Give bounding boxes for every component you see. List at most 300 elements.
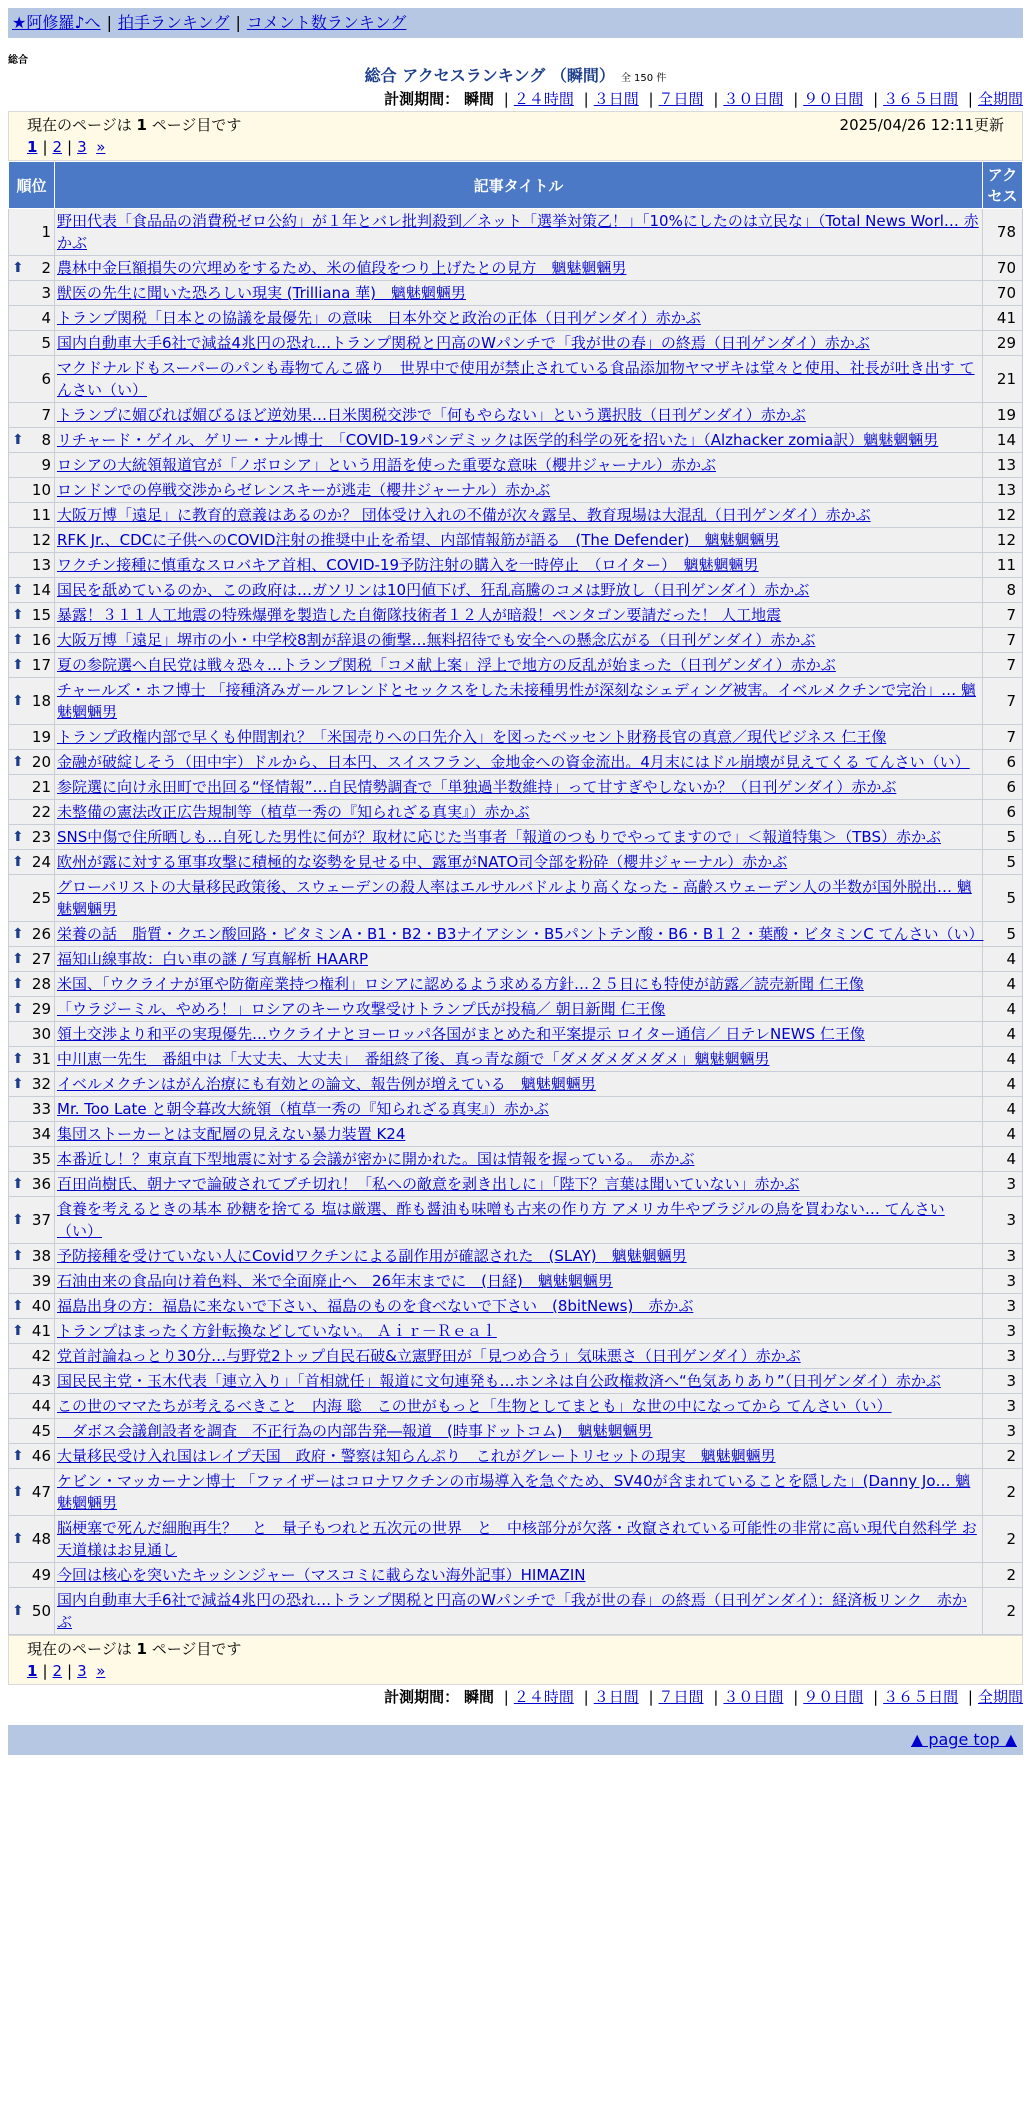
title-cell xyxy=(55,750,983,775)
rank-number: 16 xyxy=(31,631,51,649)
access-count: 7 xyxy=(983,628,1023,653)
table-row xyxy=(9,1469,1023,1516)
pager-page-3[interactable]: 3 xyxy=(77,138,87,156)
page-top-link[interactable]: ▲ page top ▲ xyxy=(910,1730,1017,1749)
page-title xyxy=(8,65,1023,87)
title-cell xyxy=(55,725,983,750)
title-cell xyxy=(55,850,983,875)
period-3d-link[interactable]: ３日間 xyxy=(593,1688,639,1706)
access-count: 7 xyxy=(983,653,1023,678)
article-link[interactable]: トランプ政権内部で早くも仲間割れ？「米国売りへの口先介入」を図ったベッセント財務長官の真意／現代ビジネス 仁王像 xyxy=(57,728,887,746)
rank-cell xyxy=(9,453,55,478)
period-current: 瞬間 xyxy=(463,90,494,108)
access-count: 6 xyxy=(983,750,1023,775)
ranking-table xyxy=(8,161,1023,1635)
rank-number: 43 xyxy=(31,1372,51,1390)
access-count: 2 xyxy=(983,1563,1023,1588)
article-link[interactable]: 予防接種を受けていない人にCovidワクチンによる副作用が確認された (SLAY) 魑魅魍魎男 xyxy=(57,1247,687,1265)
article-link[interactable]: 国民民主党・玉木代表「連立入り」「首相就任」報道に文句連発も…ホンネは自公政権救済へ“色気ありあり”（日刊ゲンダイ）赤かぶ xyxy=(57,1372,941,1390)
table-row xyxy=(9,653,1023,678)
up-arrow-icon: ⬆ xyxy=(12,582,24,598)
table-row xyxy=(9,628,1023,653)
period-current: 瞬間 xyxy=(463,1688,494,1706)
article-link[interactable]: 国内自動車大手6社で減益4兆円の恐れ…トランプ関税と円高のWパンチで「我が世の春」の終焉（日刊ゲンダイ）赤かぶ xyxy=(57,334,870,352)
up-arrow-icon: ⬆ xyxy=(12,632,24,648)
title-cell xyxy=(55,1072,983,1097)
rank-number: 14 xyxy=(31,581,51,599)
rank-number: 20 xyxy=(31,753,51,771)
rank-number: 24 xyxy=(31,853,51,871)
rank-cell xyxy=(9,1269,55,1294)
article-link[interactable]: 党首討論ねっとり30分…与野党2トップ自民石破&立憲野田が「見つめ合う」気味悪さ（日刊ゲンダイ）赤かぶ xyxy=(57,1347,801,1365)
article-link[interactable]: トランプに媚びれば媚びるほど逆効果…日米関税交渉で「何もやらない」という選択肢（日刊ゲンダイ）赤かぶ xyxy=(57,406,806,424)
article-link[interactable]: SNS中傷で住所晒しも…自死した男性に何が？取材に応じた当事者「報道のつもりでやってますので」＜報道特集＞（TBS）赤かぶ xyxy=(57,828,941,846)
access-count: 5 xyxy=(983,850,1023,875)
table-row xyxy=(9,1197,1023,1244)
rank-number: 30 xyxy=(31,1025,51,1043)
pager-page-2[interactable]: 2 xyxy=(52,138,63,156)
article-link[interactable]: 国内自動車大手6社で減益4兆円の恐れ…トランプ関税と円高のWパンチで「我が世の春」の終焉（日刊ゲンダイ）：経済板リンク 赤かぶ xyxy=(57,1591,967,1631)
up-arrow-icon: ⬆ xyxy=(12,1603,24,1619)
pager-top: 1 | 2 | 3 » xyxy=(27,138,106,156)
article-link[interactable]: ダボス会議創設者を調査 不正行為の内部告発―報道 (時事ドットコム) 魑魅魍魎男 xyxy=(57,1422,653,1440)
rank-cell xyxy=(9,725,55,750)
article-link[interactable]: ロンドンでの停戦交渉からゼレンスキーが逃走（櫻井ジャーナル）赤かぶ xyxy=(57,481,551,499)
rank-number: 37 xyxy=(31,1211,51,1229)
rank-cell xyxy=(9,1294,55,1319)
rank-number: 35 xyxy=(31,1150,51,1168)
table-row xyxy=(9,1022,1023,1047)
article-link[interactable]: 福知山線事故：白い車の謎 / 写真解析 HAARP xyxy=(57,950,369,968)
rank-number: 50 xyxy=(31,1602,51,1620)
article-link[interactable]: グローバリストの大量移民政策後、スウェーデンの殺人率はエルサルバドルより高くなった - 高齢スウェーデン人の半数が国外脱出… 魑魅魍魎男 xyxy=(57,878,972,918)
title-cell xyxy=(55,1419,983,1444)
table-row xyxy=(9,1344,1023,1369)
title-cell xyxy=(55,678,983,725)
access-count: 70 xyxy=(983,281,1023,306)
access-count: 3 xyxy=(983,1369,1023,1394)
table-row xyxy=(9,678,1023,725)
article-link[interactable]: トランプはまったく方針転換などしていない。 Ａｉｒ－Ｒｅａｌ xyxy=(57,1322,497,1340)
rank-cell xyxy=(9,1244,55,1269)
table-row xyxy=(9,875,1023,922)
access-count: 3 xyxy=(983,1344,1023,1369)
period-all-link[interactable]: 全期間 xyxy=(977,1688,1023,1706)
table-row xyxy=(9,1147,1023,1172)
up-arrow-icon: ⬆ xyxy=(12,1076,24,1092)
access-count: 2 xyxy=(983,1469,1023,1516)
article-link[interactable]: 暴露！３１１人工地震の特殊爆弾を製造した自衛隊技術者１２人が暗殺！ペンタゴン要請だった！ 人工地震 xyxy=(57,606,782,624)
access-count: 5 xyxy=(983,922,1023,947)
ranking-title: 総合 アクセスランキング （瞬間） xyxy=(364,66,615,85)
rank-cell xyxy=(9,800,55,825)
rank-cell xyxy=(9,1072,55,1097)
rank-number: 5 xyxy=(41,334,51,352)
pager-page-1[interactable]: 1 xyxy=(27,138,38,156)
rank-number: 33 xyxy=(31,1100,51,1118)
article-link[interactable]: 大量移民受け入れ国はレイプ天国 政府・警察は知らんぷり これがグレートリセットの現実 魑魅魍魎男 xyxy=(57,1447,776,1465)
table-row xyxy=(9,478,1023,503)
access-count: 7 xyxy=(983,603,1023,628)
up-arrow-icon: ⬆ xyxy=(12,693,24,709)
title-cell xyxy=(55,1022,983,1047)
access-count: 4 xyxy=(983,997,1023,1022)
access-count: 4 xyxy=(983,947,1023,972)
title-cell xyxy=(55,256,983,281)
article-link[interactable]: ロシアの大統領報道官が「ノボロシア」という用語を使った重要な意味（櫻井ジャーナル）赤かぶ xyxy=(57,456,716,474)
table-row xyxy=(9,603,1023,628)
rank-cell xyxy=(9,403,55,428)
access-count: 13 xyxy=(983,453,1023,478)
period-365d-link[interactable]: ３６５日間 xyxy=(883,90,959,108)
title-cell xyxy=(55,553,983,578)
rank-cell xyxy=(9,875,55,922)
title-cell xyxy=(55,1197,983,1244)
access-count: 3 xyxy=(983,1197,1023,1244)
rank-cell xyxy=(9,603,55,628)
rank-number: 12 xyxy=(31,531,51,549)
period-selector-bottom: 計測期間： 瞬間 | ２４時間 | ３日間 | ７日間 | ３０日間 | ９０日間 | ３６５日間 | 全期間 xyxy=(384,1688,1023,1706)
up-arrow-icon: ⬆ xyxy=(12,1001,24,1017)
article-link[interactable]: チャールズ・ホフ博士 「接種済みガールフレンドとセックスをした未接種男性が深刻なシェディング被害。イベルメクチンで完治」… 魑魅魍魎男 xyxy=(57,681,976,721)
article-link[interactable]: 栄養の話 脂質・クエン酸回路・ビタミンA・B1・B2・B3ナイアシン・B5パントテン酸・B6・B１２・葉酸・ビタミンC てんさい（い） xyxy=(57,925,984,943)
title-cell xyxy=(55,1319,983,1344)
rank-cell xyxy=(9,306,55,331)
title-cell xyxy=(55,356,983,403)
pager-page-1[interactable]: 1 xyxy=(27,1662,38,1680)
title-cell xyxy=(55,1172,983,1197)
access-count: 4 xyxy=(983,1072,1023,1097)
up-arrow-icon: ⬆ xyxy=(12,926,24,942)
rank-number: 15 xyxy=(31,606,51,624)
title-cell xyxy=(55,1122,983,1147)
rank-number: 4 xyxy=(41,309,51,327)
rank-cell xyxy=(9,922,55,947)
article-link[interactable]: 百田尚樹氏、朝ナマで論破されてブチ切れ！「私への敵意を剥き出しに」「陛下？言葉は聞いていない」赤かぶ xyxy=(57,1175,800,1193)
table-row xyxy=(9,922,1023,947)
period-24h-link[interactable]: ２４時間 xyxy=(513,1688,574,1706)
access-count: 8 xyxy=(983,578,1023,603)
table-row xyxy=(9,209,1023,256)
rank-cell xyxy=(9,1097,55,1122)
period-7d-link[interactable]: ７日間 xyxy=(658,1688,704,1706)
access-count: 3 xyxy=(983,1394,1023,1419)
table-row xyxy=(9,453,1023,478)
rank-cell xyxy=(9,1022,55,1047)
title-cell xyxy=(55,1097,983,1122)
rank-number: 11 xyxy=(31,506,51,524)
period-30d-link[interactable]: ３０日間 xyxy=(723,90,784,108)
access-count: 14 xyxy=(983,428,1023,453)
rank-number: 17 xyxy=(31,656,51,674)
title-cell xyxy=(55,947,983,972)
article-link[interactable]: 農林中金巨額損失の穴埋めをするため、米の値段をつり上げたとの見方 魑魅魍魎男 xyxy=(57,259,627,277)
table-row xyxy=(9,1047,1023,1072)
rank-number: 48 xyxy=(31,1530,51,1548)
table-row xyxy=(9,1244,1023,1269)
article-link[interactable]: 本番近し！？東京直下型地震に対する会議が密かに開かれた。国は情報を握っている。 赤かぶ xyxy=(57,1150,695,1168)
title-cell xyxy=(55,306,983,331)
access-count: 4 xyxy=(983,1022,1023,1047)
up-arrow-icon: ⬆ xyxy=(12,1531,24,1547)
rank-cell xyxy=(9,428,55,453)
access-count: 7 xyxy=(983,725,1023,750)
rank-number: 8 xyxy=(41,431,51,449)
title-cell xyxy=(55,1369,983,1394)
table-row xyxy=(9,331,1023,356)
category-label: 総合 xyxy=(8,55,28,66)
article-link[interactable]: 参院選に向け永田町で出回る“怪情報”…自民情勢調査で「単独過半数維持」って甘すぎやしないか？（日刊ゲンダイ）赤かぶ xyxy=(57,778,897,796)
rank-cell xyxy=(9,553,55,578)
column-header-rank: 順位 xyxy=(9,162,55,209)
pager-next[interactable]: » xyxy=(96,138,106,156)
period-90d-link[interactable]: ９０日間 xyxy=(803,1688,864,1706)
rank-number: 49 xyxy=(31,1566,51,1584)
title-cell xyxy=(55,578,983,603)
access-count: 3 xyxy=(983,1269,1023,1294)
rank-number: 44 xyxy=(31,1397,51,1415)
table-row xyxy=(9,1516,1023,1563)
table-row xyxy=(9,1172,1023,1197)
rank-cell xyxy=(9,628,55,653)
period-30d-link[interactable]: ３０日間 xyxy=(723,1688,784,1706)
rank-cell xyxy=(9,1469,55,1516)
pager-page-2[interactable]: 2 xyxy=(52,1662,63,1680)
title-cell xyxy=(55,1516,983,1563)
access-count: 2 xyxy=(983,1588,1023,1635)
access-count: 3 xyxy=(983,1244,1023,1269)
article-link[interactable]: 野田代表「食品品の消費税ゼロ公約」が１年とバレ批判殺到／ネット「選挙対策乙！」「10%にしたのは立民な」（Total News Worl… 赤かぶ xyxy=(57,212,979,252)
access-count: 12 xyxy=(983,503,1023,528)
period-label: 計測期間： xyxy=(384,90,460,108)
title-cell xyxy=(55,403,983,428)
pager-next[interactable]: » xyxy=(96,1662,106,1680)
article-link[interactable]: トランプ関税「日本との協議を最優先」の意味 日本外交と政治の正体（日刊ゲンダイ）赤かぶ xyxy=(57,309,701,327)
table-row xyxy=(9,578,1023,603)
page-info-top xyxy=(8,111,1023,161)
period-24h-link[interactable]: ２４時間 xyxy=(513,90,574,108)
access-count: 4 xyxy=(983,1122,1023,1147)
title-cell xyxy=(55,1269,983,1294)
article-link[interactable]: 集団ストーカーとは支配層の見えない暴力装置 K24 xyxy=(57,1125,406,1143)
access-count: 4 xyxy=(983,1147,1023,1172)
title-cell xyxy=(55,331,983,356)
period-365d-link[interactable]: ３６５日間 xyxy=(883,1688,959,1706)
title-cell xyxy=(55,209,983,256)
article-link[interactable]: 国民を舐めているのか、この政府は…ガソリンは10円値下げ、狂乱高騰のコメは野放し（日刊ゲンダイ）赤かぶ xyxy=(57,581,810,599)
nav-separator: | xyxy=(235,13,241,32)
access-count: 4 xyxy=(983,972,1023,997)
rank-cell xyxy=(9,1197,55,1244)
rank-cell xyxy=(9,1419,55,1444)
rank-cell xyxy=(9,653,55,678)
table-row xyxy=(9,1563,1023,1588)
article-link[interactable]: 領土交渉より和平の実現優先…ウクライナとヨーロッパ各国がまとめた和平案提示 ロイター通信／ 日テレNEWS 仁王像 xyxy=(57,1025,865,1043)
period-3d-link[interactable]: ３日間 xyxy=(593,90,639,108)
comment-ranking-link[interactable]: コメント数ランキング xyxy=(246,13,407,32)
table-row xyxy=(9,825,1023,850)
article-link[interactable]: 今回は核心を突いたキッシンジャー（マスコミに載らない海外記事）HIMAZIN xyxy=(57,1566,586,1584)
article-link[interactable]: リチャード・ゲイル、ゲリー・ナル博士 「COVID-19パンデミックは医学的科学の死を招いた」（Alzhacker zomia訳）魑魅魍魎男 xyxy=(57,431,939,449)
article-link[interactable]: 獣医の先生に聞いた恐ろしい現実 (Trilliana 華) 魑魅魍魎男 xyxy=(57,284,466,302)
rank-cell xyxy=(9,1563,55,1588)
up-arrow-icon: ⬆ xyxy=(12,951,24,967)
article-link[interactable]: 食養を考えるときの基本 砂糖を捨てる 塩は厳選、酢も醤油も味噌も古来の作り方 アメリカ牛やブラジルの鳥を買わない… てんさい（い） xyxy=(57,1200,945,1240)
access-count: 21 xyxy=(983,356,1023,403)
up-arrow-icon: ⬆ xyxy=(12,754,24,770)
article-link[interactable]: イベルメクチンはがん治療にも有効との論文、報告例が増えている 魑魅魍魎男 xyxy=(57,1075,596,1093)
access-count: 2 xyxy=(983,1516,1023,1563)
title-cell xyxy=(55,1444,983,1469)
article-link[interactable]: 米国、「ウクライナが軍や防衛産業持つ権利」ロシアに認めるよう求める方針…２５日にも特使が訪露／読売新聞 仁王像 xyxy=(57,975,864,993)
title-cell xyxy=(55,453,983,478)
up-arrow-icon: ⬆ xyxy=(12,1248,24,1264)
table-row xyxy=(9,528,1023,553)
title-cell xyxy=(55,875,983,922)
rank-cell xyxy=(9,750,55,775)
rank-cell xyxy=(9,1122,55,1147)
footer-bar xyxy=(8,1725,1023,1755)
rank-number: 2 xyxy=(41,259,51,277)
rank-number: 22 xyxy=(31,803,51,821)
article-link[interactable]: 福島出身の方：福島に来ないで下さい、福島のものを食べないで下さい (8bitNews) 赤かぶ xyxy=(57,1297,694,1315)
up-arrow-icon: ⬆ xyxy=(12,260,24,276)
up-arrow-icon: ⬆ xyxy=(12,1323,24,1339)
access-count: 3 xyxy=(983,1319,1023,1344)
up-arrow-icon: ⬆ xyxy=(12,1298,24,1314)
table-row xyxy=(9,1319,1023,1344)
pager-bottom: 1 | 2 | 3 » xyxy=(27,1662,106,1680)
pager-page-3[interactable]: 3 xyxy=(77,1662,87,1680)
article-link[interactable]: 大阪万博「遠足」に教育的意義はあるのか？ 団体受け入れの不備が次々露呈、教育現場は大混乱（日刊ゲンダイ）赤かぶ xyxy=(57,506,871,524)
table-row xyxy=(9,281,1023,306)
rank-number: 38 xyxy=(31,1247,51,1265)
table-row xyxy=(9,1444,1023,1469)
rank-cell xyxy=(9,1344,55,1369)
rank-cell xyxy=(9,850,55,875)
article-link[interactable]: ケビン・マッカーナン博士 「ファイザーはコロナワクチンの市場導入を急ぐため、SV40が含まれていることを隠した」(Danny Jo… 魑魅魍魎男 xyxy=(57,1472,971,1512)
rank-cell xyxy=(9,947,55,972)
total-count: 全 150 件 xyxy=(620,73,667,84)
article-link[interactable]: 石油由来の食品向け着色料、米で全面廃止へ 26年末までに (日経) 魑魅魍魎男 xyxy=(57,1272,613,1290)
article-link[interactable]: RFK Jr.、CDCに子供へのCOVID注射の推奨中止を希望、内部情報筋が語る (The Defender) 魑魅魍魎男 xyxy=(57,531,780,549)
top-nav-bar xyxy=(8,8,1023,38)
rank-number: 27 xyxy=(31,950,51,968)
title-cell xyxy=(55,478,983,503)
period-7d-link[interactable]: ７日間 xyxy=(658,90,704,108)
home-link[interactable]: ★阿修羅♪へ xyxy=(12,13,101,32)
title-cell xyxy=(55,775,983,800)
article-link[interactable]: マクドナルドもスーパーのパンも毒物てんこ盛り 世界中で使用が禁止されている食品添加物ヤマザキは堂々と使用、社長が吐き出す てんさい（い） xyxy=(57,359,975,399)
rank-number: 32 xyxy=(31,1075,51,1093)
access-count: 4 xyxy=(983,1097,1023,1122)
title-cell xyxy=(55,922,983,947)
table-row xyxy=(9,800,1023,825)
article-link[interactable]: この世のママたちが考えるべきこと 内海 聡 この世がもっと「生物としてまとも」な世の中になってから てんさい（い） xyxy=(57,1397,892,1415)
title-cell xyxy=(55,1394,983,1419)
rank-number: 34 xyxy=(31,1125,51,1143)
rank-cell xyxy=(9,209,55,256)
rank-number: 10 xyxy=(31,481,51,499)
article-link[interactable]: 夏の参院選へ自民党は戦々恐々…トランプ関税「コメ献上案」浮上で地方の反乱が始まった（日刊ゲンダイ）赤かぶ xyxy=(57,656,836,674)
rank-cell xyxy=(9,1516,55,1563)
rank-number: 31 xyxy=(31,1050,51,1068)
rank-number: 28 xyxy=(31,975,51,993)
article-link[interactable]: ワクチン接種に慎重なスロバキア首相、COVID-19予防注射の購入を一時停止 （ロイター） 魑魅魍魎男 xyxy=(57,556,759,574)
rank-number: 45 xyxy=(31,1422,51,1440)
rank-cell xyxy=(9,1047,55,1072)
table-row xyxy=(9,1369,1023,1394)
access-count: 78 xyxy=(983,209,1023,256)
rank-cell xyxy=(9,281,55,306)
article-link[interactable]: 未整備の憲法改正広告規制等（植草一秀の『知られざる真実』）赤かぶ xyxy=(57,803,530,821)
table-row xyxy=(9,428,1023,453)
rank-number: 3 xyxy=(41,284,51,302)
article-link[interactable]: 脳梗塞で死んだ細胞再生？ と 量子もつれと五次元の世界 と 中核部分が欠落・改竄されている可能性の非常に高い現代自然科学 お天道様はお見通し xyxy=(57,1519,977,1559)
title-cell xyxy=(55,1047,983,1072)
rank-number: 6 xyxy=(41,370,51,388)
rank-number: 18 xyxy=(31,692,51,710)
access-count: 11 xyxy=(983,553,1023,578)
article-link[interactable]: 金融が破綻しそう（田中宇）ドルから、日本円、スイスフラン、金地金への資金流出。4月末にはドル崩壊が見えてくる てんさい（い） xyxy=(57,753,970,771)
up-arrow-icon: ⬆ xyxy=(12,829,24,845)
access-count: 3 xyxy=(983,1172,1023,1197)
column-header-title: 記事タイトル xyxy=(55,162,983,209)
rank-cell xyxy=(9,972,55,997)
rank-cell xyxy=(9,1172,55,1197)
rank-number: 42 xyxy=(31,1347,51,1365)
rank-number: 39 xyxy=(31,1272,51,1290)
table-row xyxy=(9,306,1023,331)
title-cell xyxy=(55,1588,983,1635)
rank-cell xyxy=(9,331,55,356)
title-cell xyxy=(55,503,983,528)
table-row xyxy=(9,1072,1023,1097)
article-link[interactable]: 「ウラジーミル、やめろ！」ロシアのキーウ攻撃受けトランプ氏が投稿／ 朝日新聞 仁王像 xyxy=(57,1000,666,1018)
up-arrow-icon: ⬆ xyxy=(12,657,24,673)
current-page-text: 現在のページは 1 ページ目です xyxy=(27,1640,242,1658)
rank-cell xyxy=(9,825,55,850)
rank-cell xyxy=(9,578,55,603)
updated-timestamp: 2025/04/26 12:11更新 xyxy=(839,116,1004,134)
period-all-link[interactable]: 全期間 xyxy=(977,90,1023,108)
title-cell xyxy=(55,628,983,653)
rank-number: 46 xyxy=(31,1447,51,1465)
period-selector-top: 計測期間： 瞬間 | ２４時間 | ３日間 | ７日間 | ３０日間 | ９０日間 | ３６５日間 | 全期間 xyxy=(384,90,1023,108)
table-row xyxy=(9,1394,1023,1419)
rank-cell xyxy=(9,1147,55,1172)
up-arrow-icon: ⬆ xyxy=(12,976,24,992)
article-link[interactable]: 欧州が露に対する軍事攻撃に積極的な姿勢を見せる中、露軍がNATO司令部を粉砕（櫻井ジャーナル）赤かぶ xyxy=(57,853,788,871)
period-90d-link[interactable]: ９０日間 xyxy=(803,90,864,108)
rank-cell xyxy=(9,478,55,503)
table-row xyxy=(9,775,1023,800)
table-row xyxy=(9,1269,1023,1294)
rank-cell xyxy=(9,997,55,1022)
table-row xyxy=(9,503,1023,528)
rank-cell xyxy=(9,1319,55,1344)
applause-ranking-link[interactable]: 拍手ランキング xyxy=(117,13,230,32)
article-link[interactable]: 大阪万博「遠足」堺市の小・中学校8割が辞退の衝撃…無料招待でも安全への懸念広がる（日刊ゲンダイ）赤かぶ xyxy=(57,631,816,649)
article-link[interactable]: 中川恵一先生 番組中は「大丈夫、大丈夫」 番組終了後、真っ青な顔で「ダメダメダメダメ」魑魅魍魎男 xyxy=(57,1050,770,1068)
rank-number: 26 xyxy=(31,925,51,943)
title-cell xyxy=(55,528,983,553)
rank-number: 1 xyxy=(41,223,51,241)
article-link[interactable]: Mr. Too Late と朝令暮改大統領（植草一秀の『知られざる真実』）赤かぶ xyxy=(57,1100,549,1118)
table-row xyxy=(9,1097,1023,1122)
rank-number: 9 xyxy=(41,456,51,474)
table-row xyxy=(9,972,1023,997)
